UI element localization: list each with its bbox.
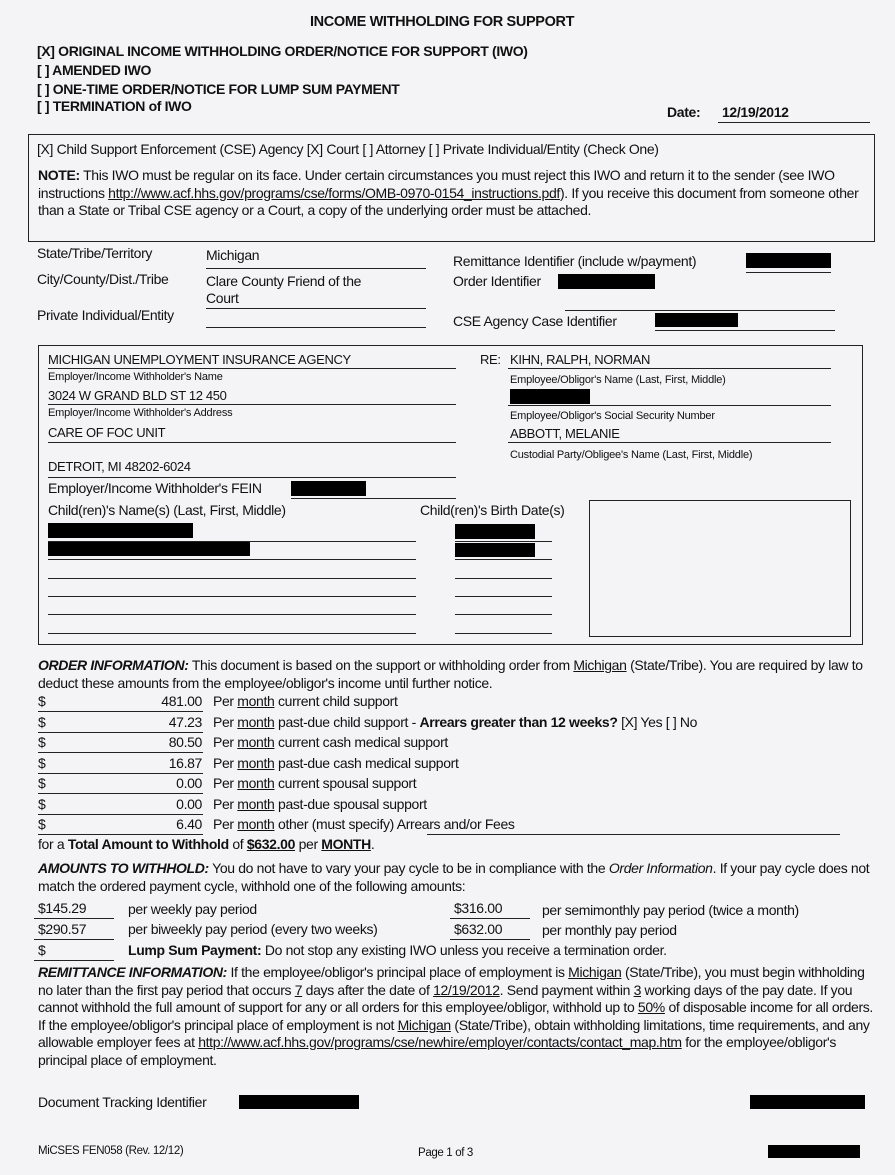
remit-state: Michigan bbox=[568, 964, 622, 980]
type-original: [X] ORIGINAL INCOME WITHHOLDING ORDER/NOTICE FOR SUPPORT (IWO) bbox=[37, 43, 528, 59]
withhold-italic: Order Information bbox=[608, 860, 713, 876]
employer-name-label: Employer/Income Withholder's Name bbox=[48, 371, 223, 383]
remit-work-days: 3 bbox=[633, 981, 642, 998]
weekly-label: per weekly pay period bbox=[128, 901, 257, 917]
redacted-right-id bbox=[750, 1095, 865, 1109]
order-amount: 481.00 bbox=[161, 693, 202, 709]
arrears-answer: [X] Yes [ ] No bbox=[617, 713, 698, 730]
remit-t3: days after the date of bbox=[302, 981, 434, 998]
remit-t2: (State/Tribe), you must begin withholding no later than the first pay period that occurs bbox=[38, 964, 865, 998]
remit-days: 7 bbox=[294, 981, 303, 998]
instructions-link[interactable]: http://www.acf.hhs.gov/programs/cse/forms/OMB-0970-0154_instructions.pdf bbox=[108, 184, 560, 201]
amounts-to-withhold-text bbox=[38, 860, 873, 895]
currency-symbol: $ bbox=[38, 693, 46, 709]
biweekly-amount: $290.57 bbox=[38, 921, 87, 937]
remit-date: 12/19/2012 bbox=[433, 981, 500, 998]
order-period: month bbox=[237, 795, 275, 812]
total-end: . bbox=[370, 836, 375, 852]
form-number: MiCSES FEN058 (Rev. 12/12) bbox=[38, 1145, 184, 1157]
type-termination: [ ] TERMINATION of IWO bbox=[37, 98, 192, 114]
redacted-child-name-1 bbox=[48, 523, 193, 538]
order-row-description bbox=[213, 734, 448, 751]
order-description: past-due child support - bbox=[278, 713, 420, 730]
order-amount: 6.40 bbox=[176, 816, 202, 832]
employee-name: KIHN, RALPH, NORMAN bbox=[510, 352, 650, 367]
state-value: Michigan bbox=[206, 247, 260, 263]
lump-sum-label: Lump Sum Payment: bbox=[128, 942, 262, 958]
contact-map-link[interactable]: http://www.acf.hhs.gov/programs/cse/newhire/employer/contacts/contact_map.htm bbox=[198, 1034, 682, 1050]
remit-state-2: Michigan bbox=[397, 1016, 451, 1033]
per-label: Per bbox=[213, 734, 234, 750]
arrears-question: Arrears greater than 12 weeks? bbox=[419, 713, 618, 730]
monthly-amount: $632.00 bbox=[454, 921, 503, 937]
children-birthdates-label: Child(ren)'s Birth Date(s) bbox=[420, 502, 565, 518]
order-row-description bbox=[213, 755, 459, 772]
re-label: RE: bbox=[480, 352, 501, 367]
order-row-description bbox=[213, 775, 416, 792]
case-id-label: CSE Agency Case Identifier bbox=[453, 313, 617, 329]
employer-address-1: 3024 W GRAND BLD ST 12 450 bbox=[48, 388, 227, 403]
weekly-amount: $145.29 bbox=[38, 900, 87, 916]
remit-t4: . Send payment within bbox=[499, 981, 634, 998]
city-label: City/County/Dist./Tribe bbox=[37, 271, 169, 287]
withhold-text-2: . If your pay cycle does not match the ordered payment cycle, withhold one of the following amounts: bbox=[38, 860, 870, 894]
amounts-to-withhold-label: AMOUNTS TO WITHHOLD: bbox=[38, 860, 209, 876]
redacted-case-id bbox=[655, 313, 738, 327]
monthly-label: per monthly pay period bbox=[542, 922, 677, 938]
custodial-party-label: Custodial Party/Obligee's Name (Last, First, Middle) bbox=[510, 449, 753, 461]
total-amount: $632.00 bbox=[246, 836, 296, 852]
currency-symbol: $ bbox=[38, 816, 46, 832]
tracking-id-label: Document Tracking Identifier bbox=[38, 1094, 207, 1110]
total-of: of bbox=[228, 836, 247, 852]
total-per: per bbox=[295, 836, 322, 852]
employer-address-2: CARE OF FOC UNIT bbox=[48, 425, 166, 440]
children-birthdates-box bbox=[589, 500, 851, 637]
biweekly-label: per biweekly pay period (every two weeks) bbox=[128, 921, 378, 937]
state-label: State/Tribe/Territory bbox=[37, 245, 153, 261]
per-label: Per bbox=[213, 693, 234, 709]
order-row-description bbox=[213, 714, 697, 731]
custodial-party-name: ABBOTT, MELANIE bbox=[510, 426, 620, 441]
order-description: other (must specify) bbox=[278, 816, 397, 832]
lump-sum-amount: $ bbox=[38, 942, 46, 958]
remit-t1: If the employee/obligor's principal place of employment is bbox=[226, 964, 569, 980]
order-row-description bbox=[213, 796, 427, 813]
order-information-label: ORDER INFORMATION: bbox=[38, 657, 189, 673]
remittance-id-label: Remittance Identifier (include w/payment) bbox=[453, 253, 697, 269]
semimonthly-label: per semimonthly pay period (twice a month) bbox=[542, 902, 799, 918]
note-text bbox=[38, 167, 874, 220]
note-label: NOTE: bbox=[38, 167, 80, 183]
page-number: Page 1 of 3 bbox=[418, 1147, 473, 1159]
semimonthly-amount: $316.00 bbox=[454, 900, 503, 916]
order-period: month bbox=[237, 754, 275, 771]
redacted-child-name-2 bbox=[48, 542, 250, 556]
order-amount: 80.50 bbox=[168, 734, 202, 750]
order-period: month bbox=[237, 734, 275, 750]
total-pre: for a bbox=[38, 836, 68, 852]
remit-t5: working days of the pay date. If you cannot withhold the full amount of support for any or all orders for this employee/obligor, withhold up to bbox=[38, 981, 853, 1015]
lump-sum-note: Do not stop any existing IWO unless you receive a termination order. bbox=[261, 942, 667, 958]
order-amount: 16.87 bbox=[168, 754, 202, 771]
remittance-information-label: REMITTANCE INFORMATION: bbox=[38, 964, 227, 980]
date-label: Date: bbox=[667, 104, 701, 120]
order-period: month bbox=[237, 816, 275, 832]
order-description: past-due spousal support bbox=[278, 795, 427, 812]
note-text-1: This IWO must be regular on its face. Under certain circumstances you must reject this IWO and return it to the sender (see IWO instructions bbox=[38, 167, 835, 201]
order-description: current spousal support bbox=[278, 775, 417, 791]
remit-percent: 50% bbox=[637, 999, 665, 1015]
type-one-time: [ ] ONE-TIME ORDER/NOTICE FOR LUMP SUM PAYMENT bbox=[37, 81, 400, 97]
order-text-1: This document is based on the support or withholding order from bbox=[188, 657, 574, 673]
withhold-text-1: You do not have to vary your pay cycle to be in compliance with the bbox=[208, 860, 609, 876]
redacted-tracking-id bbox=[239, 1095, 359, 1109]
currency-symbol: $ bbox=[38, 754, 46, 771]
type-amended: [ ] AMENDED IWO bbox=[37, 62, 151, 78]
sender-type: [X] Child Support Enforcement (CSE) Agency [X] Court [ ] Attorney [ ] Private Individual/Entity (Check One) bbox=[37, 141, 659, 157]
order-period: month bbox=[237, 693, 275, 709]
order-amount: 0.00 bbox=[176, 795, 202, 812]
redacted-ssn bbox=[510, 389, 590, 404]
order-row-description bbox=[213, 693, 398, 710]
remit-t6: of disposable income for all orders. If the employee/obligor's principal place of employment is not bbox=[38, 999, 873, 1033]
redacted-child-birthdate-1 bbox=[455, 524, 535, 539]
order-amount: 0.00 bbox=[176, 775, 202, 791]
redacted-footer-id bbox=[768, 1145, 860, 1158]
children-names-label: Child(ren)'s Name(s) (Last, First, Middle) bbox=[48, 502, 286, 518]
remit-t7: (State/Tribe), obtain withholding limitations, time requirements, and any allowable employer fees at bbox=[38, 1016, 870, 1050]
document-title: INCOME WITHHOLDING FOR SUPPORT bbox=[310, 14, 575, 30]
currency-symbol: $ bbox=[38, 713, 46, 730]
order-amount: 47.23 bbox=[168, 713, 202, 730]
redacted-fein bbox=[291, 481, 366, 496]
currency-symbol: $ bbox=[38, 795, 46, 812]
redacted-remittance-id bbox=[746, 253, 831, 268]
per-label: Per bbox=[213, 816, 234, 832]
currency-symbol: $ bbox=[38, 734, 46, 750]
order-period: month bbox=[237, 775, 275, 791]
per-label: Per bbox=[213, 713, 234, 730]
currency-symbol: $ bbox=[38, 775, 46, 791]
employee-name-label: Employee/Obligor's Name (Last, First, Middle) bbox=[510, 374, 726, 386]
lump-sum-text bbox=[128, 942, 667, 959]
per-label: Per bbox=[213, 754, 234, 771]
total-line bbox=[38, 836, 374, 853]
order-description: current cash medical support bbox=[278, 734, 448, 750]
order-text-2: (State/Tribe). You are required by law to deduct these amounts from the employee/obligor's income until further notice. bbox=[38, 657, 863, 691]
order-state: Michigan bbox=[573, 657, 627, 673]
ssn-label: Employee/Obligor's Social Security Number bbox=[510, 410, 715, 422]
order-id-label: Order Identifier bbox=[453, 273, 541, 289]
employer-address-label: Employer/Income Withholder's Address bbox=[48, 407, 233, 419]
date-value: 12/19/2012 bbox=[722, 104, 789, 120]
redacted-order-id bbox=[558, 274, 655, 289]
total-label: Total Amount to Withhold bbox=[67, 836, 229, 852]
employer-name: MICHIGAN UNEMPLOYMENT INSURANCE AGENCY bbox=[48, 352, 351, 367]
note-text-2: ). If you receive this document from someone other than a State or Tribal CSE agency or a Court, a copy of the underlying order must be attached. bbox=[38, 184, 859, 218]
order-description: past-due cash medical support bbox=[278, 754, 459, 771]
fein-label: Employer/Income Withholder's FEIN bbox=[48, 480, 262, 496]
remit-t8: for the employee/obligor's principal place of employment. bbox=[38, 1034, 837, 1068]
per-label: Per bbox=[213, 795, 234, 812]
private-entity-label: Private Individual/Entity bbox=[37, 307, 174, 323]
order-row-description bbox=[213, 816, 515, 833]
order-period: month bbox=[237, 713, 275, 730]
per-label: Per bbox=[213, 775, 234, 791]
city-value-line2: Court bbox=[206, 290, 239, 306]
order-information-text bbox=[38, 657, 873, 692]
redacted-child-birthdate-2 bbox=[455, 543, 535, 557]
total-period: MONTH bbox=[321, 836, 371, 852]
city-value-line1: Clare County Friend of the bbox=[206, 273, 362, 289]
order-description: current child support bbox=[278, 693, 398, 709]
remittance-information-text bbox=[38, 964, 873, 1069]
other-specify: Arrears and/or Fees bbox=[396, 816, 515, 832]
employer-address-3: DETROIT, MI 48202-6024 bbox=[48, 459, 191, 474]
